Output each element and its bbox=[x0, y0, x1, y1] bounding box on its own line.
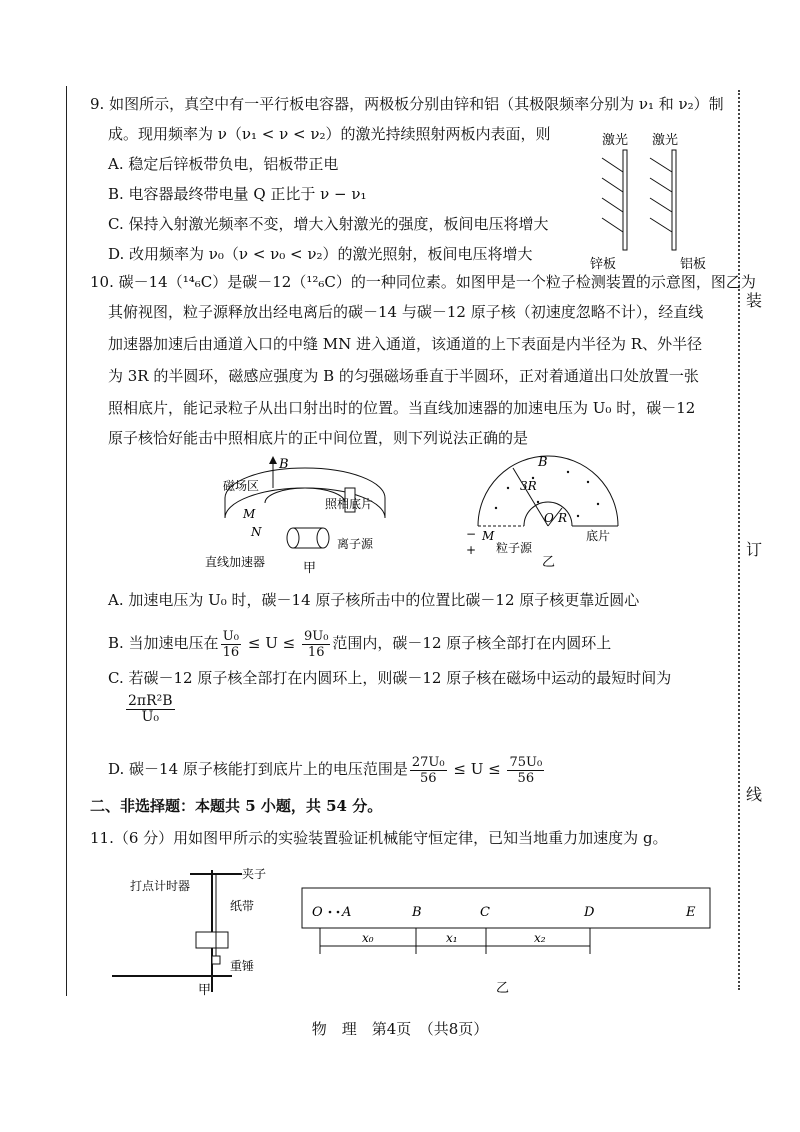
q9-right-laser-rays bbox=[650, 158, 672, 232]
q10-option-c-fraction: $\frac{\text{2πR²B}}{\text{U₀}}$ bbox=[128, 693, 173, 725]
q10-field-label: 磁场区 bbox=[223, 479, 260, 493]
q9-aluminum-plate bbox=[672, 150, 676, 250]
q10-yi-minus: − bbox=[466, 527, 477, 541]
q9-left-laser-rays bbox=[602, 158, 623, 232]
q11-weight-label: 重锤 bbox=[230, 959, 255, 973]
q11-point-e: E bbox=[686, 905, 696, 920]
q11-x2-label: x₂ bbox=[534, 931, 546, 945]
binding-dotted-line bbox=[738, 90, 742, 990]
q10-stem-line5: 照相底片，能记录粒子从出口射出时的位置。当直线加速器的加速电压为 U₀ 时，碳－12 bbox=[108, 399, 696, 417]
q10-yi-source-label: 粒子源 bbox=[496, 541, 533, 555]
q10-d-frac1: $\frac{\text{27U₀}}{56}$ bbox=[411, 754, 445, 786]
q10-yi-film-label: 底片 bbox=[586, 529, 611, 543]
q10-d-pre: D. 碳－14 原子核能打到底片上的电压范围是 bbox=[108, 760, 408, 778]
q10-stem-line1: 10. 碳－14（¹⁴₆C）是碳－12（¹²₆C）的一种同位素。如图甲是一个粒子检测装置的示意图，图乙为 bbox=[90, 273, 756, 291]
q11-yi-caption: 乙 bbox=[496, 981, 510, 994]
q11-weight bbox=[212, 956, 220, 964]
q11-figure-yi bbox=[300, 884, 720, 994]
section-2-heading: 二、非选择题：本题共 5 小题，共 54 分。 bbox=[90, 797, 383, 815]
q10-b-post: 范围内，碳－12 原子核全部打在内圆环上 bbox=[332, 634, 612, 652]
q10-stem-line6: 原子核恰好能击中照相底片的正中间位置，则下列说法正确的是 bbox=[108, 429, 529, 447]
q9-capacitor-figure bbox=[590, 130, 720, 275]
q10-option-b bbox=[108, 626, 611, 660]
q11-point-c: C bbox=[480, 905, 490, 920]
binding-char-ding: 订 bbox=[746, 540, 763, 559]
q9-stem-line1: 9. 如图所示，真空中有一平行板电容器，两极板分别由锌和铝（其极限频率分别为 ν₁ 和 ν₂）制 bbox=[90, 95, 724, 113]
q10-source-label: 离子源 bbox=[337, 537, 374, 551]
q10-yi-caption: 乙 bbox=[542, 555, 556, 568]
q10-stem-line4: 为 3R 的半圆环，磁感应强度为 B 的匀强磁场垂直于半圆环，正对着通道出口处放置一张 bbox=[108, 367, 699, 385]
q10-jia-m-label: M bbox=[243, 507, 256, 521]
q9-option-c: C. 保持入射激光频率不变，增大入射激光的强度，板间电压将增大 bbox=[108, 215, 549, 233]
q10-yi-plus: + bbox=[466, 543, 477, 557]
q9-aluminum-label: 铝板 bbox=[680, 257, 707, 272]
q11-tape-label: 纸带 bbox=[230, 899, 255, 913]
q9-laser-right-label: 激光 bbox=[652, 133, 679, 148]
q10-stem-line3: 加速器加速后由通道入口的中缝 MN 进入通道，该通道的上下表面是内半径为 R、外半径 bbox=[108, 335, 703, 353]
q9-option-d: D. 改用频率为 ν₀（ν < ν₀ < ν₂）的激光照射，板间电压将增大 bbox=[108, 245, 533, 263]
q11-point-a: A bbox=[342, 905, 352, 920]
q10-o-label: O bbox=[544, 511, 554, 525]
left-margin-rule bbox=[66, 86, 67, 996]
q11-paper-strip bbox=[302, 888, 710, 928]
q9-option-a: A. 稳定后锌板带负电，铝板带正电 bbox=[108, 155, 339, 173]
q10-d-frac2: $\frac{\text{75U₀}}{56}$ bbox=[509, 754, 543, 786]
q10-r-label: R bbox=[558, 511, 568, 525]
q10-jia-caption: 甲 bbox=[303, 561, 317, 576]
q10-jia-n-label: N bbox=[251, 525, 262, 539]
q9-laser-left-label: 激光 bbox=[602, 133, 629, 148]
q11-point-o: O bbox=[312, 905, 323, 920]
binding-char-zhuang: 装 bbox=[746, 291, 763, 310]
q9-zinc-plate bbox=[623, 150, 627, 250]
q10-yi-b-label: B bbox=[538, 455, 548, 470]
q9-zinc-label: 锌板 bbox=[590, 257, 617, 272]
q10-yi-m-label: M bbox=[482, 529, 495, 543]
q10-3r-radius bbox=[513, 468, 548, 526]
q10-stem-line2: 其俯视图，粒子源释放出经电离后的碳－14 与碳－12 原子核（初速度忽略不计），经直线 bbox=[108, 303, 704, 321]
q10-film-label: 照相底片 bbox=[325, 497, 374, 511]
q9-option-b: B. 电容器最终带电量 Q 正比于 ν − ν₁ bbox=[108, 185, 367, 203]
q10-b-pre: B. 当加速电压在 bbox=[108, 634, 219, 652]
q10-jia-b-label: B bbox=[279, 457, 289, 472]
q11-x1-label: x₁ bbox=[446, 931, 458, 945]
q11-x0-label: x₀ bbox=[362, 931, 374, 945]
page-footer: 物 理 第4页 （共8页） bbox=[311, 1020, 489, 1038]
q11-timer-box bbox=[196, 932, 228, 948]
q10-b-frac2: $\frac{\text{9U₀}}{16}$ bbox=[303, 628, 329, 660]
q10-accelerator-tube bbox=[287, 528, 299, 548]
q10-option-a: A. 加速电压为 U₀ 时，碳－14 原子核所击中的位置比碳－12 原子核更靠近圆心 bbox=[108, 591, 640, 609]
q10-option-c: C. 若碳－12 原子核全部打在内圆环上，则碳－12 原子核在磁场中运动的最短时间为 bbox=[108, 669, 672, 687]
binding-char-xian: 线 bbox=[746, 785, 763, 804]
q10-b-frac1: $\frac{\text{U₀}}{16}$ bbox=[222, 628, 240, 660]
q11-timer-label: 打点计时器 bbox=[130, 879, 191, 893]
q11-figure-jia bbox=[112, 860, 292, 1000]
q10-b-mid: ≤ U ≤ bbox=[243, 634, 300, 652]
q9-stem-line2: 成。现用频率为 ν（ν₁ < ν < ν₂）的激光持续照射两板内表面，则 bbox=[108, 125, 551, 143]
q11-point-d: D bbox=[584, 905, 595, 920]
q11-point-b: B bbox=[412, 905, 422, 920]
q11-jia-caption: 甲 bbox=[198, 983, 212, 998]
q11-clip-label: 夹子 bbox=[242, 867, 267, 881]
q10-d-mid: ≤ U ≤ bbox=[448, 760, 506, 778]
q10-figure-jia bbox=[205, 448, 420, 578]
q11-stem: 11.（6 分）用如图甲所示的实验装置验证机械能守恒定律，已知当地重力加速度为 g。 bbox=[90, 829, 668, 847]
q10-3r-label: 3R bbox=[520, 479, 537, 493]
q10-figure-yi bbox=[458, 448, 638, 568]
q10-option-d bbox=[108, 752, 546, 786]
q10-accel-label: 直线加速器 bbox=[205, 555, 266, 569]
